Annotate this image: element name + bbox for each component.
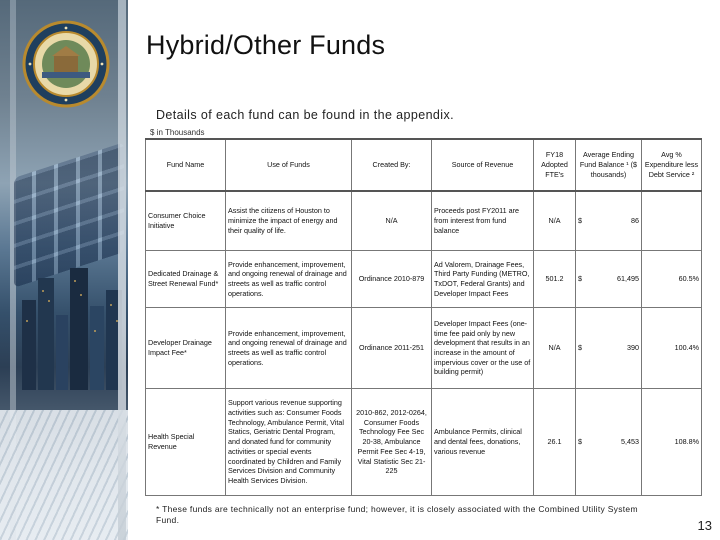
fund-name-cell: Consumer Choice Initiative [146, 191, 226, 251]
table-row [146, 389, 702, 496]
table-header-row [146, 139, 702, 191]
city-seal-icon [22, 20, 110, 108]
created-by-cell: Ordinance 2010-879 [352, 251, 432, 308]
column-header-source-of-revenue: Source of Revenue [432, 139, 534, 191]
dollar-sign: $ [578, 274, 582, 284]
fund-name-cell: Dedicated Drainage & Street Renewal Fund* [146, 251, 226, 308]
funds-table-container [145, 138, 701, 496]
page-number: 13 [697, 518, 712, 533]
created-by-cell: N/A [352, 191, 432, 251]
fte-cell: N/A [534, 191, 576, 251]
fte-cell: N/A [534, 308, 576, 389]
avg-expenditure-cell [642, 191, 702, 251]
source-of-revenue-cell: Proceeds post FY2011 are from interest from fund balance [432, 191, 534, 251]
decorative-strip [118, 0, 126, 540]
created-by-cell: 2010-862, 2012-0264, Consumer Foods Technology Fee Sec 20-38, Ambulance Permit Fee Sec 4-19, Vital Statistic Sec 21-225 [352, 389, 432, 496]
use-of-funds-cell: Provide enhancement, improvement, and ongoing renewal of drainage and streets as well as traffic control operations. [226, 251, 352, 308]
avg-expenditure-cell: 60.5% [642, 251, 702, 308]
fund-balance-value: 86 [631, 216, 639, 226]
units-note: $ in Thousands [150, 128, 205, 137]
paper-pages-image [0, 410, 128, 540]
table-row [146, 308, 702, 389]
dollar-sign: $ [578, 437, 582, 447]
decorative-side-panel [0, 0, 128, 540]
fund-balance-value: 390 [627, 343, 639, 353]
avg-expenditure-cell: 100.4% [642, 308, 702, 389]
fund-balance-cell [576, 191, 642, 251]
use-of-funds-cell: Assist the citizens of Houston to minimize the impact of energy and their quality of life. [226, 191, 352, 251]
table-row [146, 251, 702, 308]
slide-title: Hybrid/Other Funds [146, 30, 386, 60]
city-skyline-image [18, 260, 124, 390]
fund-balance-cell [576, 251, 642, 308]
funds-table [145, 138, 702, 496]
avg-expenditure-cell: 108.8% [642, 389, 702, 496]
source-of-revenue-cell: Ad Valorem, Drainage Fees, Third Party Funding (METRO, TxDOT, Federal Grants) and Developer Impact Fees [432, 251, 534, 308]
fund-name-cell: Health Special Revenue [146, 389, 226, 496]
fund-balance-cell [576, 389, 642, 496]
column-header-fund-balance: Average Ending Fund Balance ¹ ($ thousands) [576, 139, 642, 191]
column-header-fte: FY18 Adopted FTE's [534, 139, 576, 191]
fund-balance-value: 61,495 [617, 274, 639, 284]
footnote: * These funds are technically not an enterprise fund; however, it is closely associated with the Combined Utility System Fund. [156, 504, 638, 526]
fund-balance-value: 5,453 [621, 437, 639, 447]
dollar-sign: $ [578, 343, 582, 353]
fund-balance-cell [576, 308, 642, 389]
column-header-use-of-funds: Use of Funds [226, 139, 352, 191]
fund-name-cell: Developer Drainage Impact Fee* [146, 308, 226, 389]
created-by-cell: Ordinance 2011-251 [352, 308, 432, 389]
use-of-funds-cell: Provide enhancement, improvement, and ongoing renewal of drainage and streets as well as traffic control operations. [226, 308, 352, 389]
table-row [146, 191, 702, 251]
use-of-funds-cell: Support various revenue supporting activities such as: Consumer Foods Technology, Ambulance Permit, Vital Statics, Geriatric Dental Program, and donated fund for community activities or special events coordinated by Children and Family Services Division and Community Health Services Division. [226, 389, 352, 496]
column-header-avg-expenditure: Avg % Expenditure less Debt Service ² [642, 139, 702, 191]
column-header-fund-name: Fund Name [146, 139, 226, 191]
dollar-sign: $ [578, 216, 582, 226]
source-of-revenue-cell: Developer Impact Fees (one-time fee paid only by new development that results in an increase in the amount of impervious cover or the use of building permit) [432, 308, 534, 389]
fte-cell: 501.2 [534, 251, 576, 308]
fte-cell: 26.1 [534, 389, 576, 496]
slide-subtitle: Details of each fund can be found in the appendix. [156, 108, 454, 122]
source-of-revenue-cell: Ambulance Permits, clinical and dental fees, donations, various revenue [432, 389, 534, 496]
column-header-created-by: Created By: [352, 139, 432, 191]
